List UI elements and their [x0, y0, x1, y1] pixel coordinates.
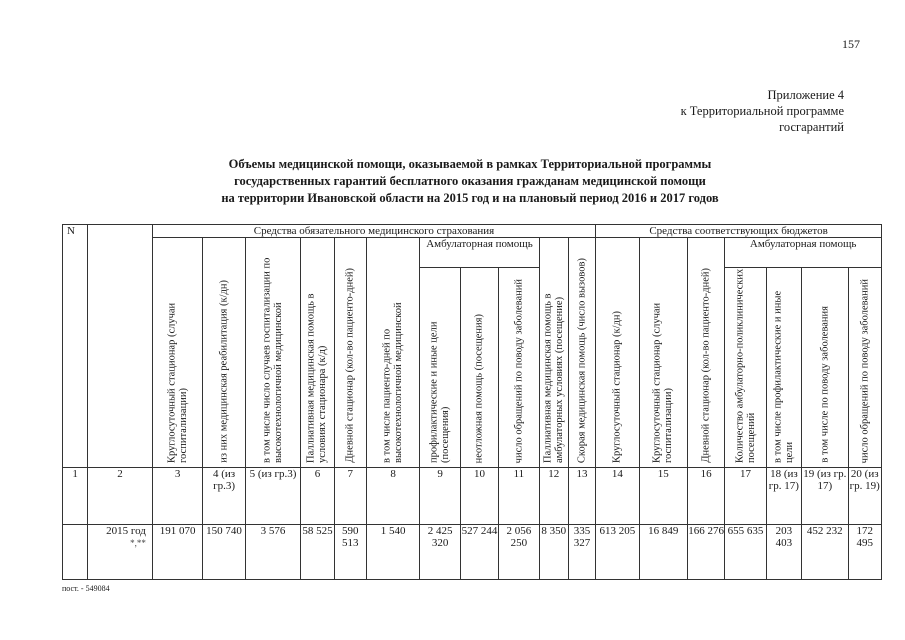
value-col-12: 8 350 — [539, 525, 568, 580]
value-col-20: 172 495 — [848, 525, 882, 580]
row-year-label: 2015 год — [106, 525, 146, 537]
col-number-11: 11 — [499, 468, 539, 525]
group-header-budget: Средства соответствующих бюджетов — [596, 225, 882, 238]
col-number-2: 2 — [88, 468, 153, 525]
group-header-oms: Средства обязательного медицинского страхования — [152, 225, 595, 238]
col-header-9 — [420, 268, 460, 468]
value-col-7: 590 513 — [334, 525, 366, 580]
col-header-13-text: Скорая медицинская помощь (число вызовов) — [576, 257, 588, 463]
volumes-table — [62, 224, 882, 580]
year-header-empty — [88, 225, 153, 468]
appendix-line-3: госгарантий — [779, 120, 844, 134]
value-col-19: 452 232 — [802, 525, 848, 580]
value-col-3: 191 070 — [152, 525, 202, 580]
appendix-heading — [681, 87, 844, 135]
budget-ambulatory-header: Амбулаторная помощь — [725, 238, 882, 268]
col-header-10-text: неотложная помощь (посещения) — [473, 313, 485, 463]
col-header-14-text: Круглосуточный стационар (к/дн) — [611, 311, 623, 463]
col-number-4: 4 (из гр.3) — [203, 468, 245, 525]
value-col-15: 16 849 — [639, 525, 687, 580]
col-header-17 — [725, 268, 766, 468]
col-header-8 — [366, 238, 420, 468]
value-col-4: 150 740 — [203, 525, 245, 580]
title-line-2: государственных гарантий бесплатного оказания гражданам медицинской помощи — [234, 174, 706, 188]
col-header-11 — [499, 268, 539, 468]
value-col-5: 3 576 — [245, 525, 301, 580]
col-number-16: 16 — [687, 468, 724, 525]
col-header-20 — [848, 268, 882, 468]
col-number-18: 18 (из гр. 17) — [766, 468, 801, 525]
value-col-14: 613 205 — [596, 525, 639, 580]
table-row-2015 — [63, 525, 882, 580]
col-number-9: 9 — [420, 468, 460, 525]
value-col-8: 1 540 — [366, 525, 420, 580]
col-number-15: 15 — [639, 468, 687, 525]
row-n-empty — [63, 525, 88, 580]
col-header-15-text: Круглосуточный стационар (случаи госпитализации) — [651, 302, 675, 463]
value-col-6: 58 525 — [301, 525, 334, 580]
col-header-11-text: число обращений по поводу заболеваний — [513, 278, 525, 463]
appendix-line-2: к Территориальной программе — [680, 104, 844, 118]
appendix-line-1: Приложение 4 — [767, 88, 844, 102]
col-header-12 — [539, 238, 568, 468]
col-header-20-text: число обращений по поводу заболеваний — [859, 278, 870, 463]
oms-ambulatory-header: Амбулаторная помощь — [420, 238, 539, 268]
col-header-9-text: профилактические и иные цели (посещения) — [428, 321, 452, 463]
col-header-3 — [152, 238, 202, 468]
col-header-17-text: Количество амбулаторно-поликлинических посещений — [734, 268, 757, 463]
col-number-7: 7 — [334, 468, 366, 525]
col-number-6: 6 — [301, 468, 334, 525]
col-header-18 — [766, 268, 801, 468]
col-header-13 — [568, 238, 595, 468]
col-header-8-text: в том числе пациенто-дней по высокотехнологичной медицинской — [381, 302, 405, 463]
row-year-footnote-mark: *,** — [130, 538, 146, 548]
n-header: N — [63, 225, 88, 468]
value-col-16: 166 276 — [687, 525, 724, 580]
col-number-20: 20 (из гр. 19) — [848, 468, 882, 525]
col-header-18-text: в том числе профилактические и иные цели — [772, 290, 795, 463]
column-numbering-row — [63, 468, 882, 525]
title-line-3: на территории Ивановской области на 2015 год и на плановый период 2016 и 2017 годов — [221, 191, 719, 205]
col-header-6-text: Паллиативная медицинская помощь в условиях стационара (к/д) — [305, 293, 329, 463]
col-number-12: 12 — [539, 468, 568, 525]
col-header-3-text: Круглосуточный стационар (случаи госпитализации) — [166, 302, 189, 463]
col-header-4-text: из них медицинская реабилитация (к/дн) — [218, 280, 230, 463]
value-col-18: 203 403 — [766, 525, 801, 580]
value-col-9: 2 425 320 — [420, 525, 460, 580]
col-header-4 — [203, 238, 245, 468]
title-line-1: Объемы медицинской помощи, оказываемой в рамках Территориальной программы — [228, 157, 712, 171]
value-col-13: 335 327 — [568, 525, 595, 580]
col-header-19 — [802, 268, 848, 468]
value-col-10: 527 244 — [460, 525, 498, 580]
col-number-8: 8 — [366, 468, 420, 525]
col-header-5 — [245, 238, 301, 468]
col-number-10: 10 — [460, 468, 498, 525]
row-year — [88, 525, 153, 580]
value-col-11: 2 056 250 — [499, 525, 539, 580]
col-number-3: 3 — [152, 468, 202, 525]
footer-document-code: пост. - 549084 — [62, 584, 110, 593]
value-col-17: 655 635 — [725, 525, 766, 580]
col-header-12-text: Паллиативная медицинская помощь в амбулаторных условиях (посещение) — [542, 293, 565, 463]
col-number-1: 1 — [63, 468, 88, 525]
col-header-6 — [301, 238, 334, 468]
col-header-16-text: Дневной стационар (кол-во пациенто-дней) — [700, 268, 712, 463]
col-header-14 — [596, 238, 639, 468]
col-header-15 — [639, 238, 687, 468]
col-number-19: 19 (из гр. 17) — [802, 468, 848, 525]
col-header-19-text: в том числе по поводу заболевания — [819, 306, 831, 463]
page-number: 157 — [842, 37, 860, 51]
col-header-7-text: Дневной стационар (кол-во пациенто-дней) — [344, 268, 356, 463]
col-header-7 — [334, 238, 366, 468]
col-number-17: 17 — [725, 468, 766, 525]
document-title — [100, 156, 840, 207]
col-header-10 — [460, 268, 498, 468]
col-header-5-text: в том числе число случаев госпитализации по высокотехнологичной медицинской — [261, 257, 285, 463]
col-number-14: 14 — [596, 468, 639, 525]
col-number-5: 5 (из гр.3) — [245, 468, 301, 525]
col-number-13: 13 — [568, 468, 595, 525]
col-header-16 — [687, 238, 724, 468]
